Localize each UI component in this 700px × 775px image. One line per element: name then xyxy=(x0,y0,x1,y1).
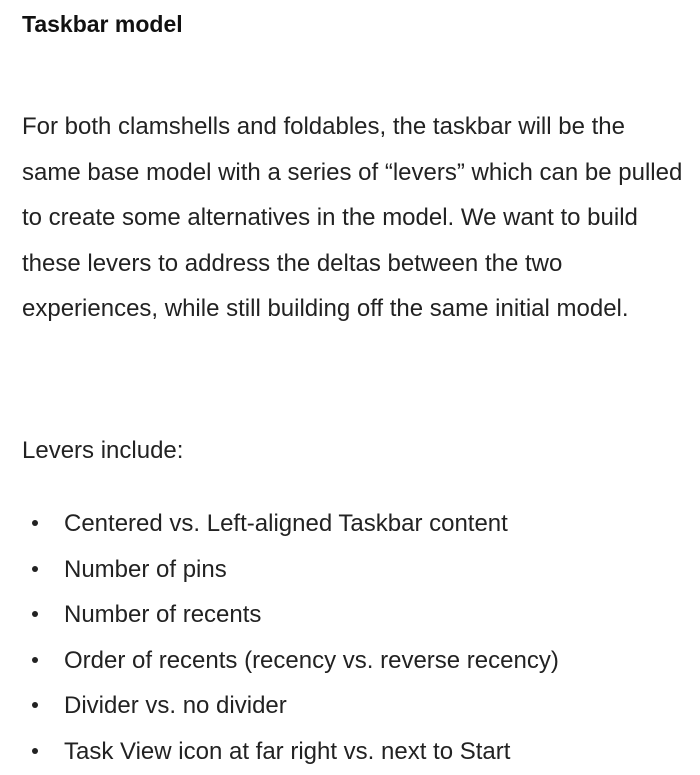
page-title: Taskbar model xyxy=(22,11,183,37)
list-item xyxy=(22,592,692,638)
list-item xyxy=(22,547,692,593)
list-item-text: Number of recents xyxy=(64,601,262,629)
bullet-icon xyxy=(32,657,38,663)
list-item-text: Number of pins xyxy=(64,555,227,583)
levers-heading: Levers include: xyxy=(22,437,184,464)
list-item xyxy=(22,683,692,729)
list-item-text: Centered vs. Left-aligned Taskbar content xyxy=(64,510,508,537)
bullet-icon xyxy=(32,611,38,617)
levers-list xyxy=(22,501,692,775)
intro-paragraph: For both clamshells and foldables, the taskbar will be the same base model with a series of “levers” which can be pulled to create some alternatives in the model. We want to build these levers to address the deltas between the two experiences, while still building off the same initial model. xyxy=(22,113,683,322)
list-item-text: Task View icon at far right vs. next to Start xyxy=(64,737,511,765)
bullet-icon xyxy=(32,702,38,708)
list-item xyxy=(22,729,692,775)
list-item xyxy=(22,638,692,684)
list-item xyxy=(22,501,692,547)
list-item-text: Divider vs. no divider xyxy=(64,692,287,720)
bullet-icon xyxy=(32,748,38,754)
list-item-text: Order of recents (recency vs. reverse recency) xyxy=(64,646,559,674)
bullet-icon xyxy=(32,566,38,572)
bullet-icon xyxy=(32,520,38,526)
